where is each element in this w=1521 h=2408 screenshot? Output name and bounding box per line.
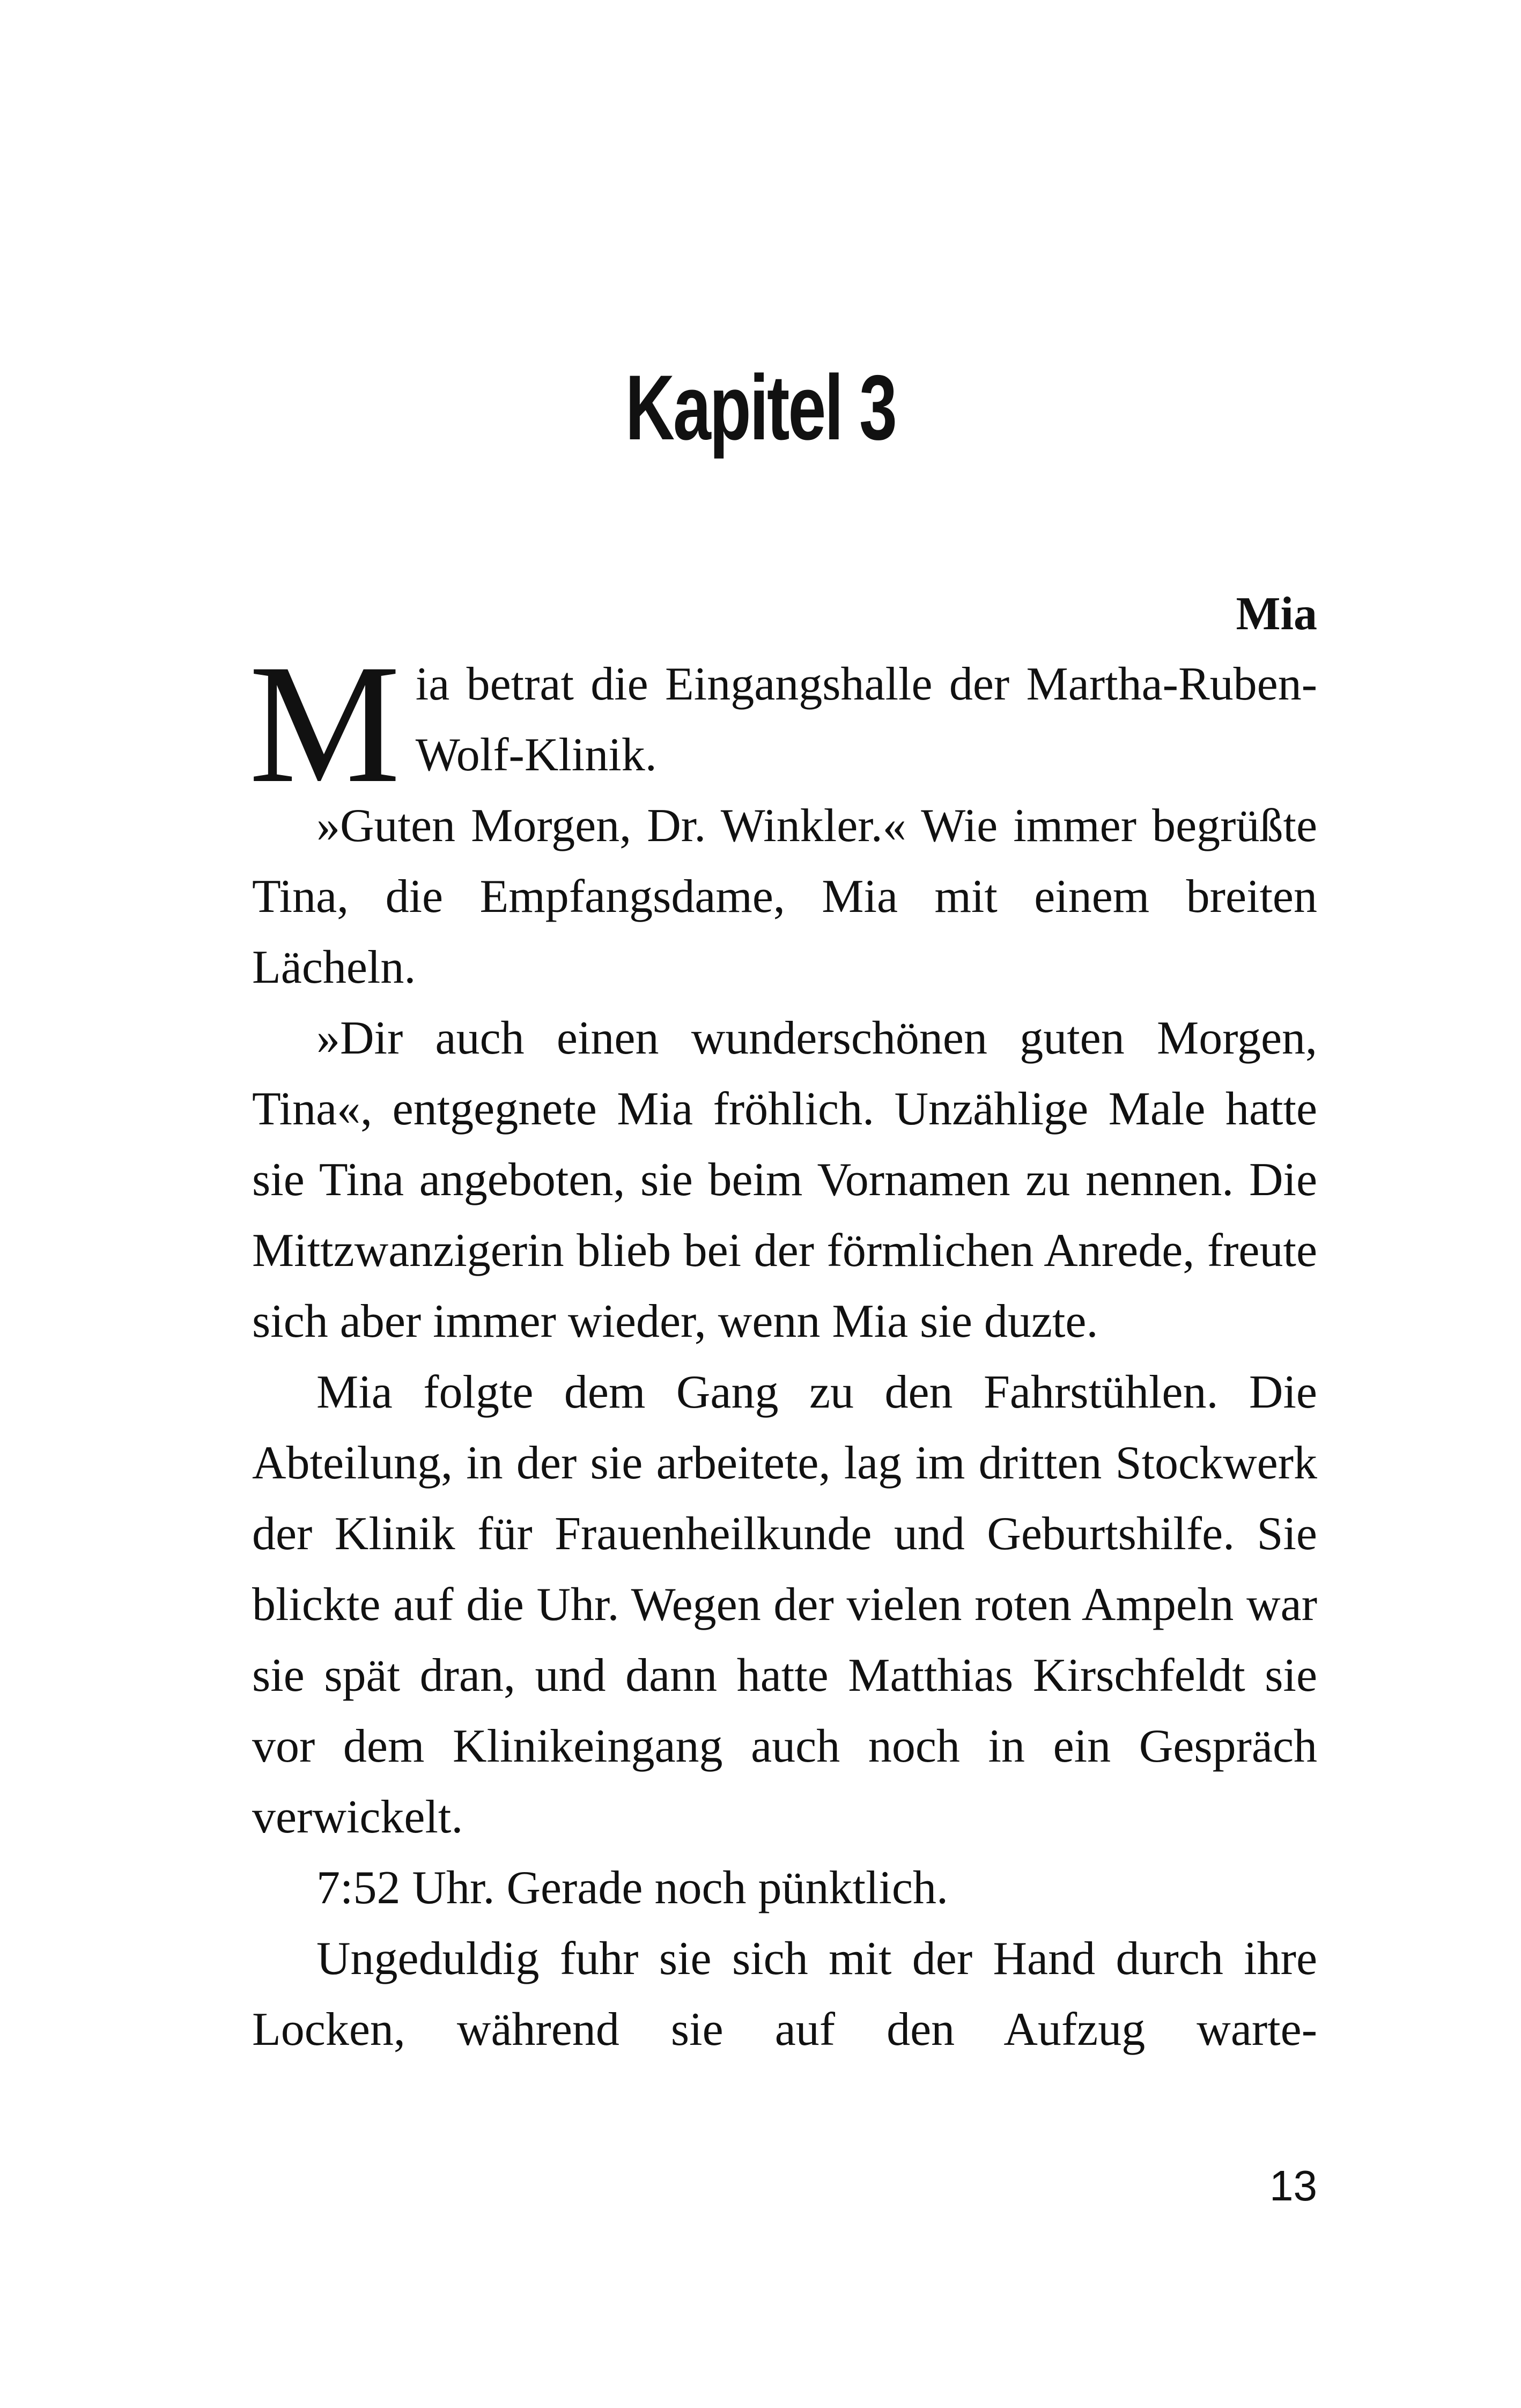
body-text [249,629,1317,2065]
paragraph-5: 7:52 Uhr. Gerade noch pünktlich. [316,1862,948,1914]
paragraph-4: Mia folgte dem Gang zu den Fahrstühlen. Die Abteilung, in der sie arbeitete, lag im dritten Stockwerk der Klinik für Frauenheilkunde und Geburtshilfe. Sie blickte auf die Uhr. Wegen der vielen roten Ampeln war sie spät dran, und dann hatte Matthias Kirschfeldt sie vor dem Klinikeingang auch noch in ein Gespräch verwickelt. [252,1366,1317,1843]
paragraph-1-text: ia betrat die Eingangshalle der Martha-Ruben-Wolf-Klinik. [415,658,1317,781]
paragraph-3: »Dir auch einen wunderschönen guten Morgen, Tina«, entgegnete Mia fröhlich. Unzählige Male hatte sie Tina angeboten, sie beim Vornamen zu nennen. Die Mittzwanzigerin blieb bei der förmlichen Anrede, freute sich aber immer wieder, wenn Mia sie duzte. [252,1012,1317,1347]
paragraph-1 [249,629,1317,818]
pov-character-name: Mia [1236,588,1317,640]
drop-cap: M [249,629,401,818]
paragraph-2: »Guten Morgen, Dr. Winkler.« Wie immer begrüßte Tina, die Empfangsdame, Mia mit einem breiten Lächeln. [252,800,1317,993]
chapter-title: Kapitel 3 [625,356,896,459]
page-number: 13 [1269,2162,1317,2210]
paragraph-6: Ungeduldig fuhr sie sich mit der Hand durch ihre Locken, während sie auf den Aufzug warte- [252,1933,1317,2056]
